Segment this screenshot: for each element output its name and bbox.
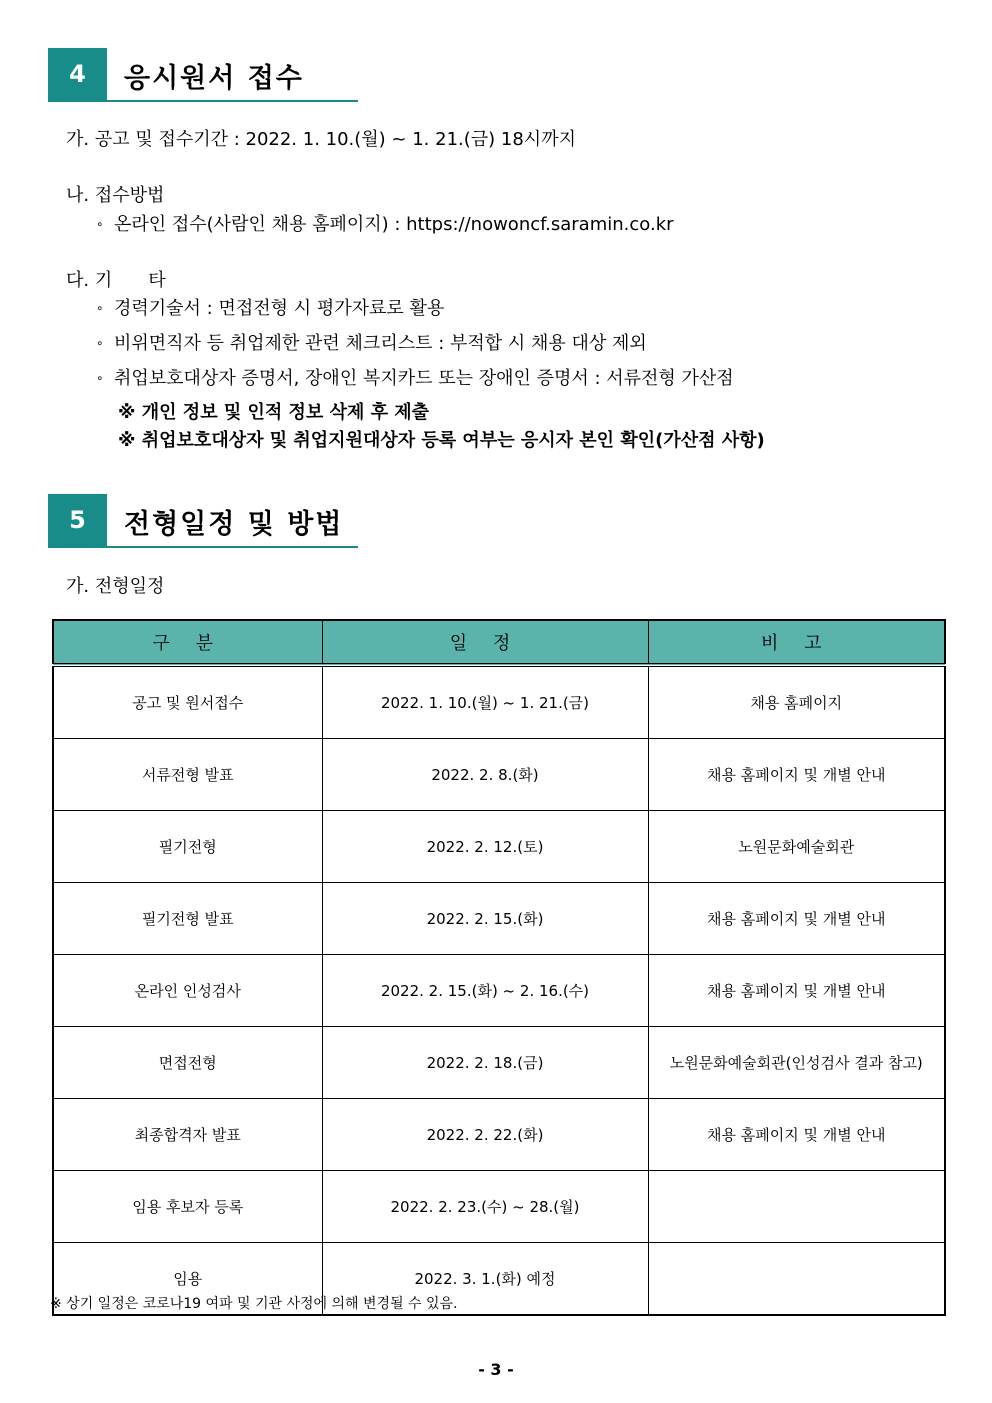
cell-category: 필기전형 — [53, 811, 322, 883]
bullet-icon: ∘ — [96, 336, 104, 350]
cell-category: 임용 — [53, 1243, 322, 1316]
misc-item-1 — [96, 294, 444, 320]
bullet-text: 경력기술서 : 면접전형 시 평가자료로 활용 — [114, 298, 445, 319]
cell-category: 최종합격자 발표 — [53, 1099, 322, 1171]
cell-schedule: 2022. 1. 10.(월) ~ 1. 21.(금) — [322, 665, 648, 739]
note-1: ※ 개인 정보 및 인적 정보 삭제 후 제출 — [118, 402, 430, 423]
table-header-row — [53, 620, 945, 665]
cell-remarks: 채용 홈페이지 및 개별 안내 — [648, 1099, 945, 1171]
bullet-text: 비위면직자 등 취업제한 관련 체크리스트 : 부적합 시 채용 대상 제외 — [114, 333, 647, 354]
table-row — [53, 739, 945, 811]
cell-remarks: 채용 홈페이지 및 개별 안내 — [648, 883, 945, 955]
header-remarks: 비 고 — [648, 620, 945, 665]
header-schedule: 일 정 — [322, 620, 648, 665]
cell-remarks — [648, 1171, 945, 1243]
bullet-icon: ∘ — [96, 217, 104, 231]
cell-remarks: 채용 홈페이지 및 개별 안내 — [648, 739, 945, 811]
cell-category: 서류전형 발표 — [53, 739, 322, 811]
bullet-text: 온라인 접수(사람인 채용 홈페이지) : https://nowoncf.saramin.co.kr — [114, 214, 674, 235]
note-2: ※ 취업보호대상자 및 취업지원대상자 등록 여부는 응시자 본인 확인(가산점 사항) — [118, 430, 765, 451]
header-category: 구 분 — [53, 620, 322, 665]
table-row — [53, 1171, 945, 1243]
cell-category: 필기전형 발표 — [53, 883, 322, 955]
cell-remarks: 노원문화예술회관(인성검사 결과 참고) — [648, 1027, 945, 1099]
section-4-title: 응시원서 접수 — [124, 63, 304, 94]
bullet-text: 취업보호대상자 증명서, 장애인 복지카드 또는 장애인 증명서 : 서류전형 가산점 — [114, 368, 734, 389]
cell-schedule: 2022. 2. 23.(수) ~ 28.(월) — [322, 1171, 648, 1243]
table-row — [53, 955, 945, 1027]
cell-schedule: 2022. 2. 8.(화) — [322, 739, 648, 811]
application-method-label: 나. 접수방법 — [66, 185, 165, 206]
cell-category: 면접전형 — [53, 1027, 322, 1099]
cell-schedule: 2022. 2. 15.(화) — [322, 883, 648, 955]
cell-schedule: 2022. 2. 22.(화) — [322, 1099, 648, 1171]
schedule-table — [52, 619, 946, 1316]
section-5-header — [48, 494, 358, 548]
bullet-icon: ∘ — [96, 371, 104, 385]
page-number: - 3 - — [478, 1360, 514, 1379]
cell-category: 온라인 인성검사 — [53, 955, 322, 1027]
misc-item-2 — [96, 329, 647, 355]
table-row — [53, 1027, 945, 1099]
cell-remarks — [648, 1243, 945, 1316]
cell-remarks: 노원문화예술회관 — [648, 811, 945, 883]
cell-schedule: 2022. 2. 15.(화) ~ 2. 16.(수) — [322, 955, 648, 1027]
cell-remarks: 채용 홈페이지 — [648, 665, 945, 739]
misc-label: 다. 기 타 — [66, 270, 166, 291]
cell-category: 임용 후보자 등록 — [53, 1171, 322, 1243]
cell-schedule: 2022. 2. 18.(금) — [322, 1027, 648, 1099]
misc-item-3 — [96, 364, 734, 390]
cell-category: 공고 및 원서접수 — [53, 665, 322, 739]
section-5-title: 전형일정 및 방법 — [124, 509, 344, 540]
cell-schedule: 2022. 2. 12.(토) — [322, 811, 648, 883]
section-4-header — [48, 48, 358, 102]
schedule-label: 가. 전형일정 — [66, 576, 165, 597]
cell-schedule: 2022. 3. 1.(화) 예정 — [322, 1243, 648, 1316]
section-4-number: 4 — [48, 48, 107, 100]
bullet-icon: ∘ — [96, 301, 104, 315]
schedule-footnote: ※ 상기 일정은 코로나19 여파 및 기관 사정에 의해 변경될 수 있음. — [50, 1296, 458, 1312]
table-row — [53, 665, 945, 739]
cell-remarks: 채용 홈페이지 및 개별 안내 — [648, 955, 945, 1027]
table-row — [53, 1099, 945, 1171]
table-row — [53, 811, 945, 883]
application-method-item — [96, 210, 674, 236]
application-period: 가. 공고 및 접수기간 : 2022. 1. 10.(월) ~ 1. 21.(금) 18시까지 — [66, 129, 576, 150]
section-5-number: 5 — [48, 494, 107, 546]
table-row — [53, 883, 945, 955]
